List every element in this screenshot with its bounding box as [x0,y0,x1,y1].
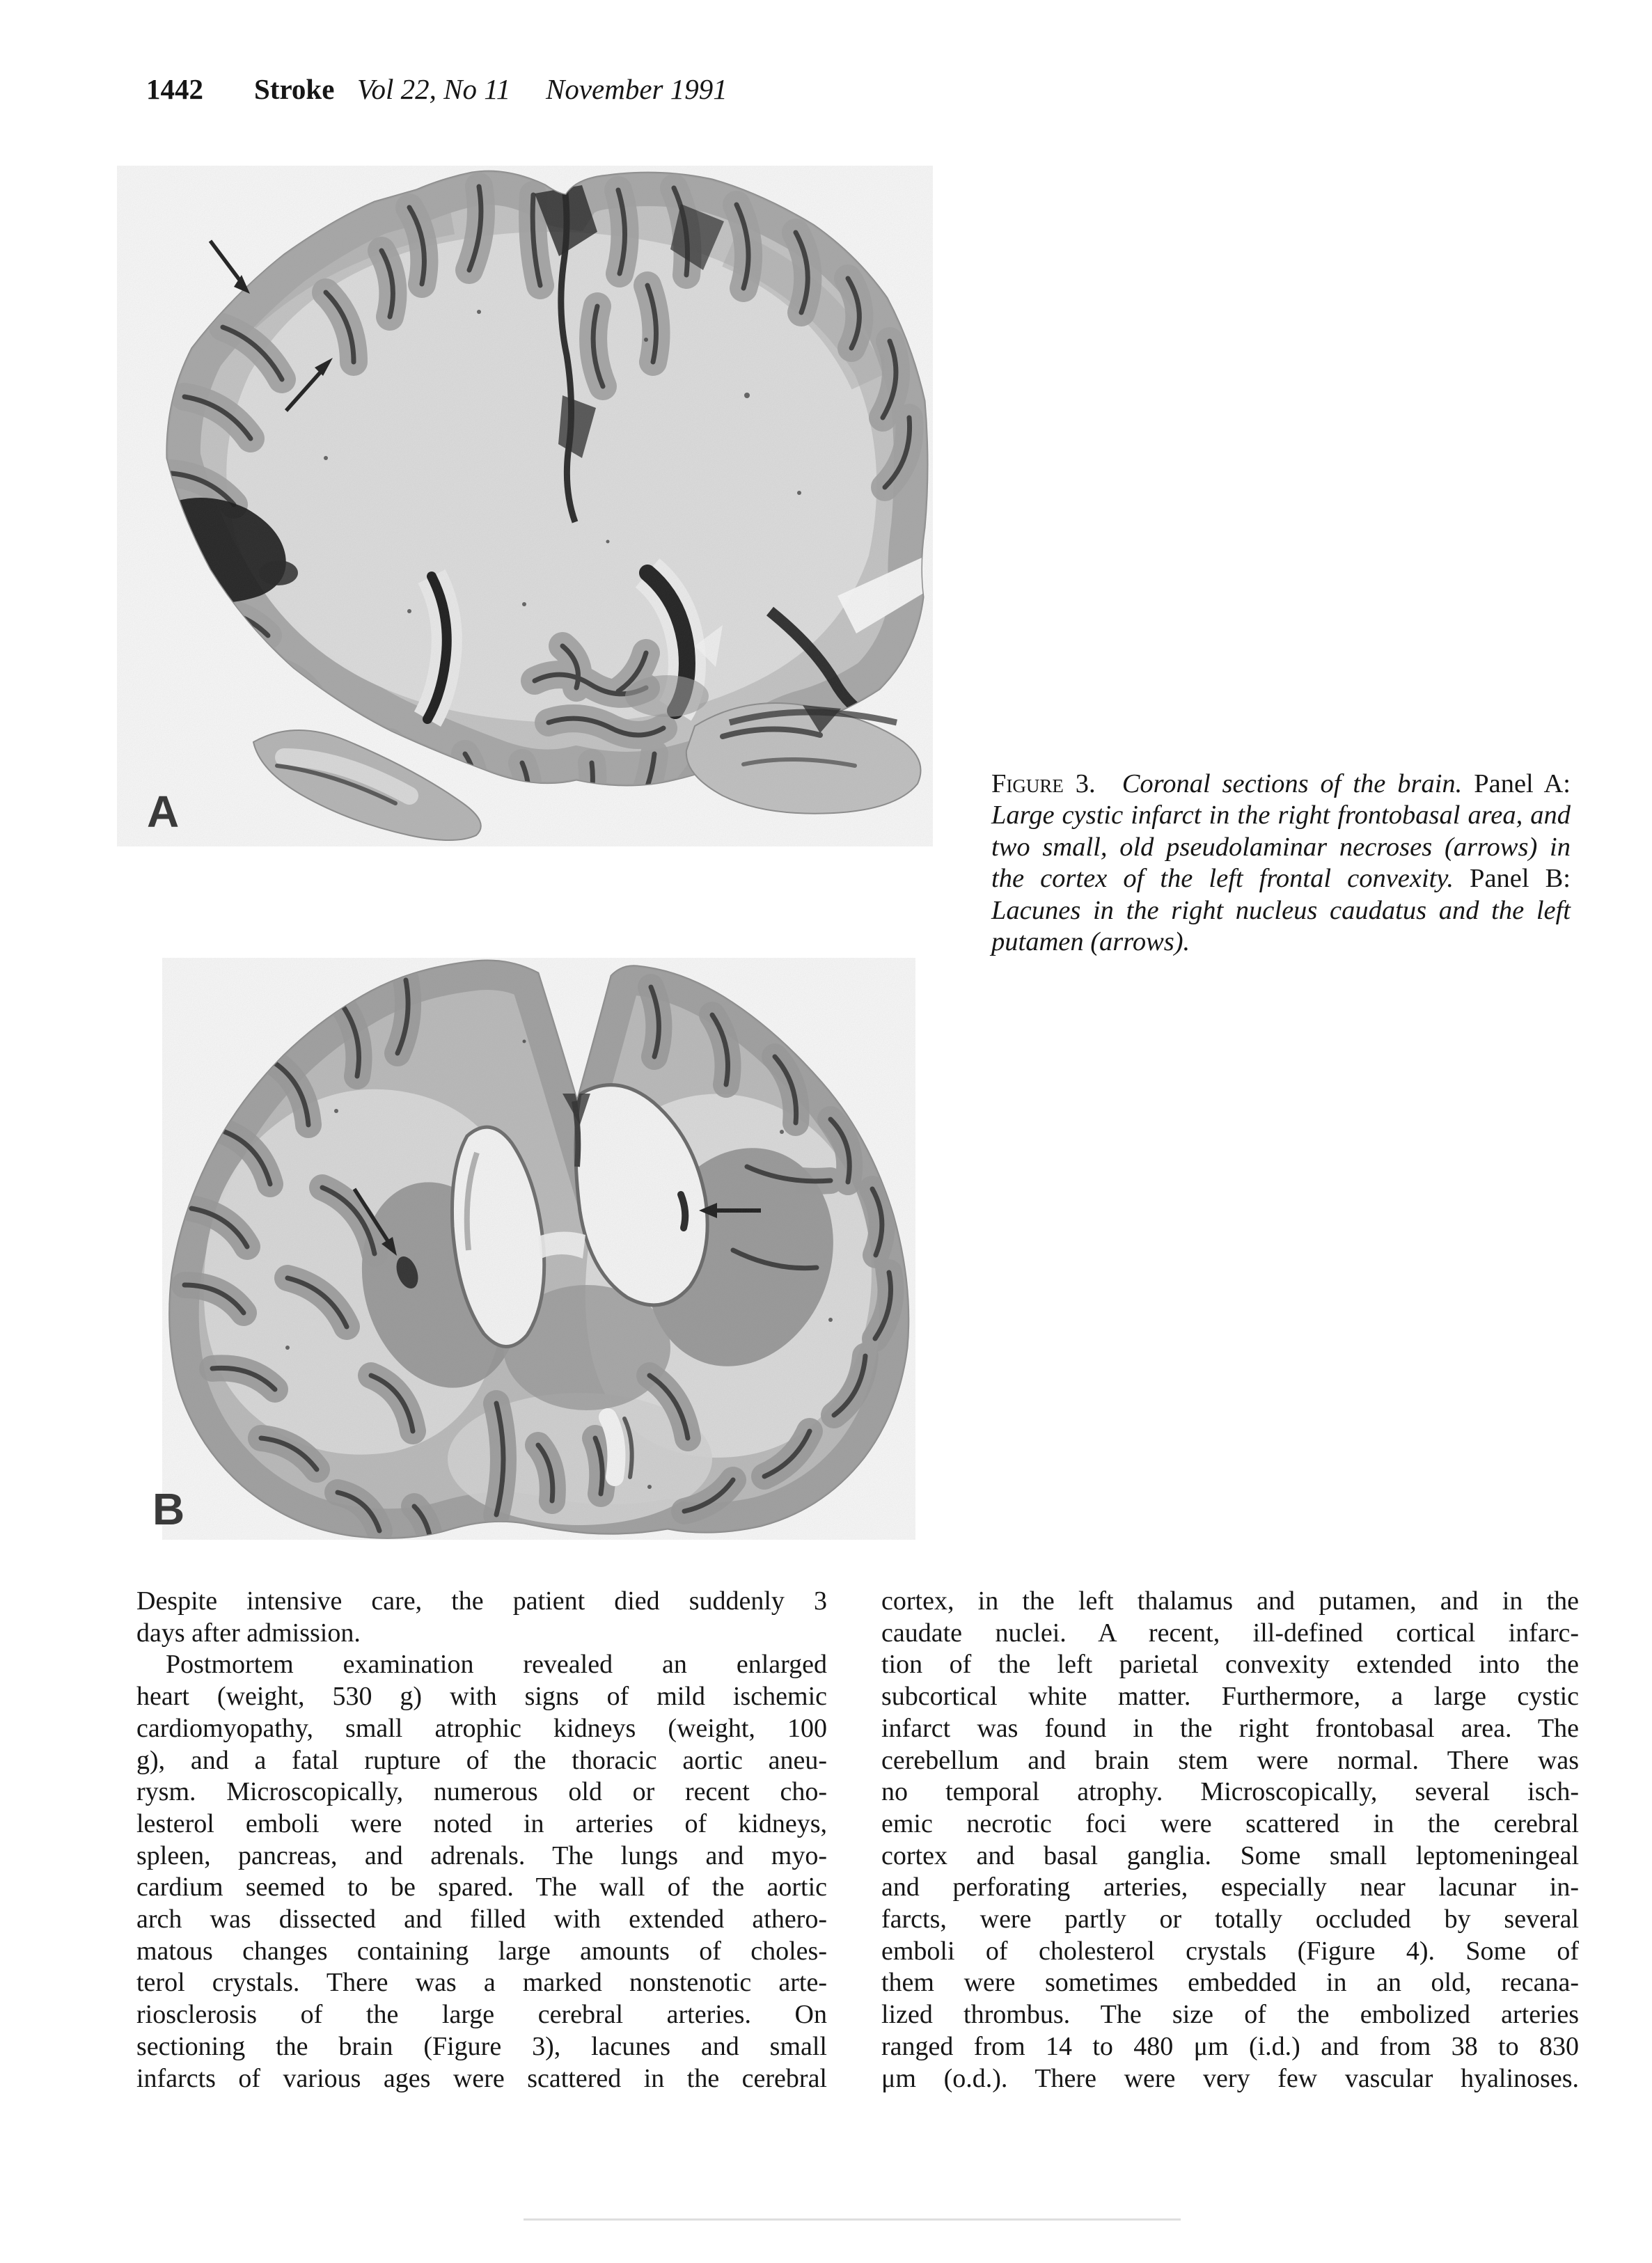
caption-panel-a-text: Large cystic infarct in the right frontobasal area, and two small, old pseudolaminar necroses (arrows) in the cortex of the left frontal convexity. [991,801,1571,894]
text-line: infarct was found in the right frontobasal area. The [881,1713,1579,1743]
running-head [0,72,1652,109]
figure-number: Figure 3. [991,769,1096,798]
text-line: days after admission. [136,1618,361,1648]
bottom-rule [524,2218,1181,2221]
text-line: emic necrotic foci were scattered in the cerebral [881,1808,1579,1838]
panel-b-photo [162,958,915,1540]
text-line: ranged from 14 to 480 μm (i.d.) and from 38 to 830 [881,2031,1579,2061]
text-line: lesterol emboli were noted in arteries of kidneys, [136,1808,827,1838]
text-line: terol crystals. There was a marked nonstenotic arte- [136,1968,827,1998]
text-line: cardiomyopathy, small atrophic kidneys (weight, 100 [136,1713,827,1743]
text-line: tion of the left parietal convexity extended into the [881,1650,1579,1680]
text-line: heart (weight, 530 g) with signs of mild ischemic [136,1682,827,1712]
text-line: Postmortem examination revealed an enlarged [166,1650,827,1680]
text-line: spleen, pancreas, and adrenals. The lungs and myo- [136,1840,827,1870]
text-line: lized thrombus. The size of the embolized arteries [881,2000,1579,2030]
text-line: cortex, in the left thalamus and putamen, and in the [881,1586,1579,1616]
text-line: infarcts of various ages were scattered in the cerebral [136,2063,827,2093]
text-line: and perforating arteries, especially near lacunar in- [881,1872,1579,1902]
text-line: farcts, were partly or totally occluded by several [881,1905,1579,1934]
caption-panel-b-text: Lacunes in the right nucleus caudatus and the left putamen (arrows). [991,895,1571,957]
panel-a-photo [117,166,933,846]
panel-a-label: A [147,787,180,837]
right-text-column [881,1586,1579,2095]
text-line: matous changes containing large amounts of choles- [136,1936,827,1966]
text-line: arch was dissected and filled with extended athero- [136,1905,827,1934]
journal-volume: Vol 22, No 11 [357,73,511,105]
caption-panel-a-prefix: Panel A: [1474,769,1571,798]
left-text-column [136,1586,827,2095]
journal-title: Stroke [254,73,335,105]
text-line: riosclerosis of the large cerebral arteries. On [136,2000,827,2030]
page-number: 1442 [146,73,203,105]
issue-date: November 1991 [546,73,727,105]
text-line: g), and a fatal rupture of the thoracic aortic aneu- [136,1745,827,1775]
text-line: μm (o.d.). There were very few vascular hyalinoses. [881,2063,1579,2093]
caption-panel-b-prefix: Panel B: [1470,864,1571,894]
figure-caption [991,768,1571,958]
text-line: cortex and basal ganglia. Some small leptomeningeal [881,1840,1579,1870]
text-line: subcortical white matter. Furthermore, a large cystic [881,1682,1579,1712]
panel-b-label: B [152,1484,185,1534]
text-line: caudate nuclei. A recent, ill-defined cortical infarc- [881,1618,1579,1648]
text-line: them were sometimes embedded in an old, recana- [881,1968,1579,1998]
text-line: Despite intensive care, the patient died suddenly 3 [136,1586,827,1616]
text-line: cardium seemed to be spared. The wall of the aortic [136,1872,827,1902]
caption-sentence: Coronal sections of the brain. [1122,769,1463,798]
text-line: emboli of cholesterol crystals (Figure 4). Some of [881,1936,1579,1966]
text-line: cerebellum and brain stem were normal. There was [881,1745,1579,1775]
text-line: no temporal atrophy. Microscopically, several isch- [881,1777,1579,1807]
text-line: rysm. Microscopically, numerous old or recent cho- [136,1777,827,1807]
text-line: sectioning the brain (Figure 3), lacunes and small [136,2031,827,2061]
